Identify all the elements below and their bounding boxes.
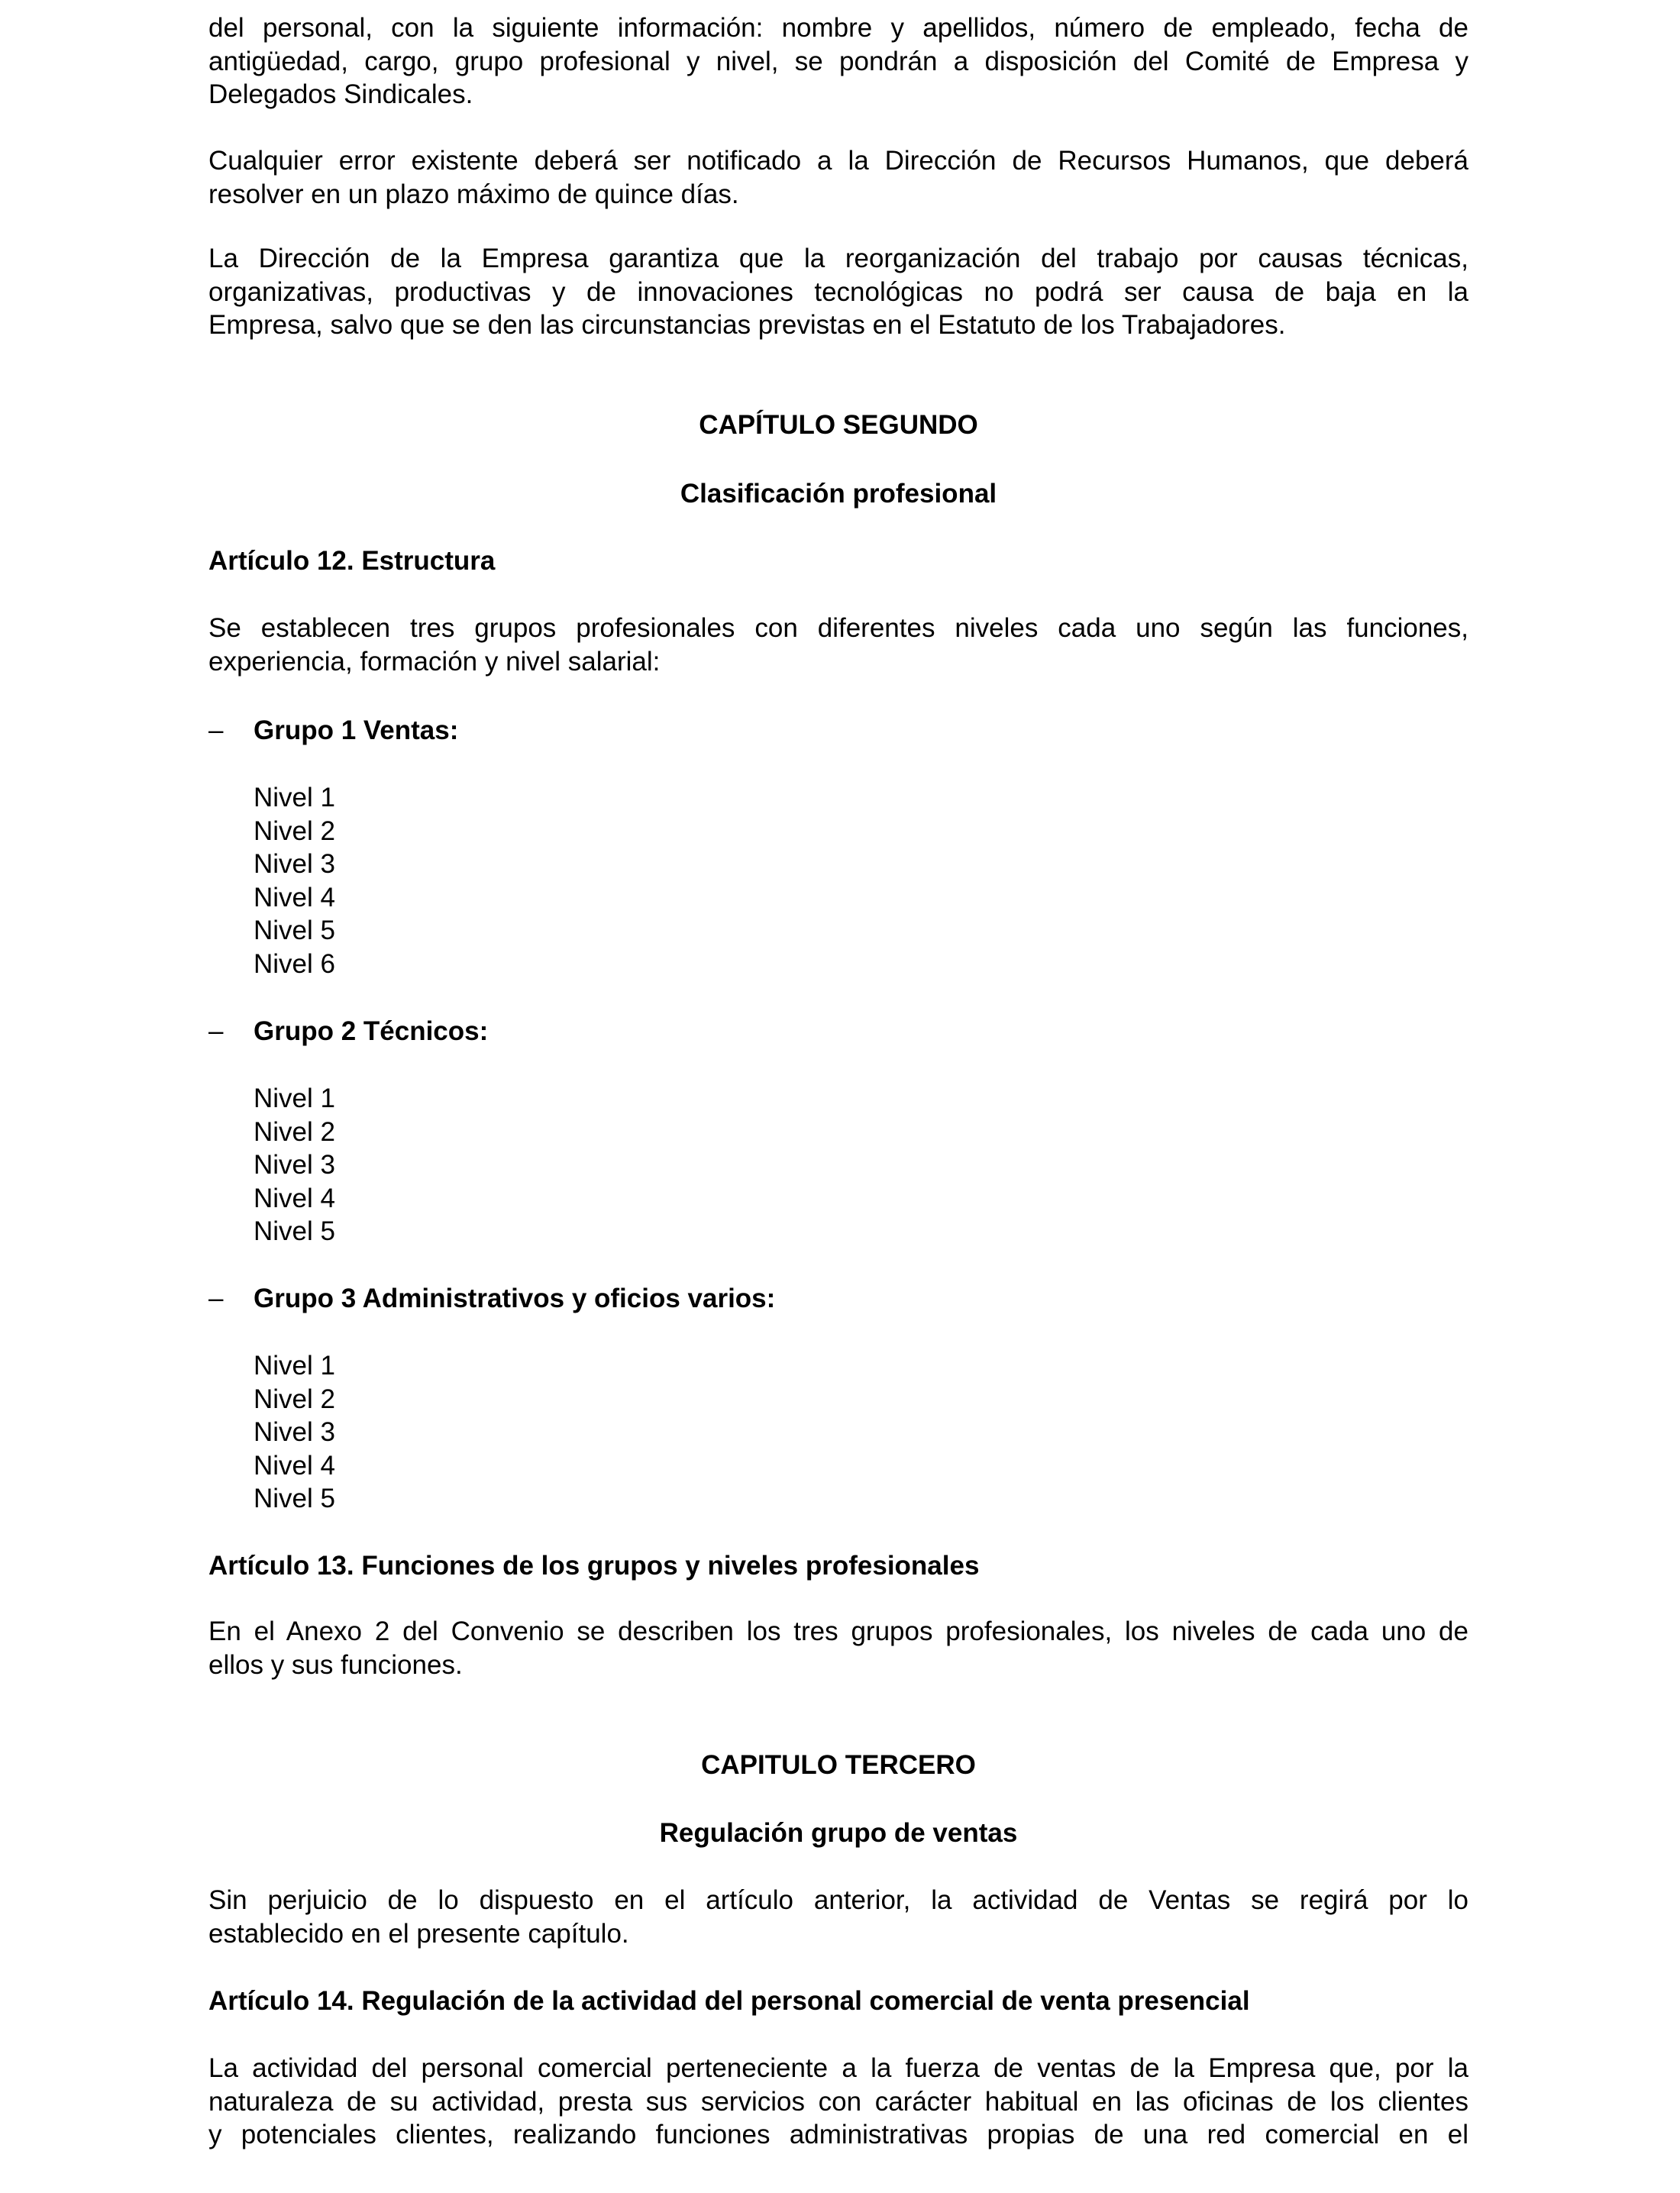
paragraph-error-notification bbox=[208, 144, 1468, 211]
article-14-title: Artículo 14. Regulación de la actividad del personal comercial de venta presencial bbox=[208, 1986, 1250, 2016]
group-3-levels bbox=[254, 1349, 335, 1516]
dash-bullet-icon: – bbox=[208, 715, 224, 745]
level-item: Nivel 4 bbox=[254, 1450, 335, 1481]
level-item: Nivel 5 bbox=[254, 1216, 335, 1246]
text-line: antigüedad, cargo, grupo profesional y nivel, se pondrán a disposición del Comité de Empresa y bbox=[208, 46, 1468, 76]
chapter-3-intro bbox=[208, 1884, 1468, 1950]
text-line: Empresa, salvo que se den las circunstancias previstas en el Estatuto de los Trabajadores. bbox=[208, 310, 1286, 340]
article-12-title: Artículo 12. Estructura bbox=[208, 546, 496, 576]
level-item: Nivel 1 bbox=[254, 783, 335, 812]
level-item: Nivel 3 bbox=[254, 1417, 335, 1447]
article-14-body bbox=[208, 2052, 1468, 2152]
article-13-title: Artículo 13. Funciones de los grupos y niveles profesionales bbox=[208, 1551, 980, 1581]
text-line: naturaleza de su actividad, presta sus servicios con carácter habitual en las oficinas de los clientes bbox=[208, 2086, 1468, 2117]
level-item: Nivel 2 bbox=[254, 1116, 335, 1147]
text-line: experiencia, formación y nivel salarial: bbox=[208, 646, 661, 677]
level-item: Nivel 3 bbox=[254, 849, 335, 879]
dash-bullet-icon: – bbox=[208, 1284, 224, 1313]
text-line: del personal, con la siguiente información: nombre y apellidos, número de empleado, fecha de bbox=[208, 13, 1468, 43]
level-item: Nivel 1 bbox=[254, 1084, 335, 1113]
level-item: Nivel 4 bbox=[254, 882, 335, 912]
level-item: Nivel 6 bbox=[254, 948, 335, 979]
paragraph-reorganization-guarantee bbox=[208, 242, 1468, 342]
text-line: La Dirección de la Empresa garantiza que la reorganización del trabajo por causas técnicas, bbox=[208, 244, 1468, 273]
text-line: ellos y sus funciones. bbox=[208, 1649, 463, 1680]
text-line: Delegados Sindicales. bbox=[208, 79, 473, 109]
group-title: Grupo 2 Técnicos: bbox=[254, 1016, 489, 1046]
dash-bullet-icon: – bbox=[208, 1016, 224, 1046]
level-item: Nivel 2 bbox=[254, 816, 335, 846]
article-12-intro bbox=[208, 612, 1468, 678]
text-line: resolver en un plazo máximo de quince días. bbox=[208, 179, 739, 209]
article-13-body bbox=[208, 1615, 1468, 1681]
group-title: Grupo 1 Ventas: bbox=[254, 715, 459, 745]
paragraph-personnel-info bbox=[208, 11, 1468, 111]
text-line: La actividad del personal comercial perteneciente a la fuerza de ventas de la Empresa que, por la bbox=[208, 2053, 1468, 2083]
text-line: establecido en el presente capítulo. bbox=[208, 1918, 629, 1949]
group-2-levels bbox=[254, 1082, 335, 1248]
text-line: En el Anexo 2 del Convenio se describen los tres grupos profesionales, los niveles de cada uno de bbox=[208, 1616, 1468, 1646]
text-line: Se establecen tres grupos profesionales con diferentes niveles cada uno según las funciones, bbox=[208, 613, 1468, 643]
level-item: Nivel 2 bbox=[254, 1384, 335, 1414]
level-item: Nivel 1 bbox=[254, 1351, 335, 1381]
chapter-title: CAPÍTULO SEGUNDO bbox=[699, 410, 978, 440]
text-line: organizativas, productivas y de innovaciones tecnológicas no podrá ser causa de baja en la bbox=[208, 276, 1468, 307]
text-line: Cualquier error existente deberá ser notificado a la Dirección de Recursos Humanos, que deberá bbox=[208, 146, 1468, 176]
group-title: Grupo 3 Administrativos y oficios varios: bbox=[254, 1284, 776, 1313]
level-item: Nivel 5 bbox=[254, 916, 335, 945]
chapter-subtitle: Clasificación profesional bbox=[680, 479, 997, 509]
text-line: y potenciales clientes, realizando funciones administrativas propias de una red comercial en el bbox=[208, 2120, 1468, 2149]
level-item: Nivel 4 bbox=[254, 1183, 335, 1213]
chapter-title: CAPITULO TERCERO bbox=[701, 1750, 976, 1780]
chapter-subtitle: Regulación grupo de ventas bbox=[659, 1818, 1018, 1848]
level-item: Nivel 3 bbox=[254, 1150, 335, 1180]
level-item: Nivel 5 bbox=[254, 1484, 335, 1513]
text-line: Sin perjuicio de lo dispuesto en el artículo anterior, la actividad de Ventas se regirá por lo bbox=[208, 1885, 1468, 1915]
group-1-levels bbox=[254, 781, 335, 980]
